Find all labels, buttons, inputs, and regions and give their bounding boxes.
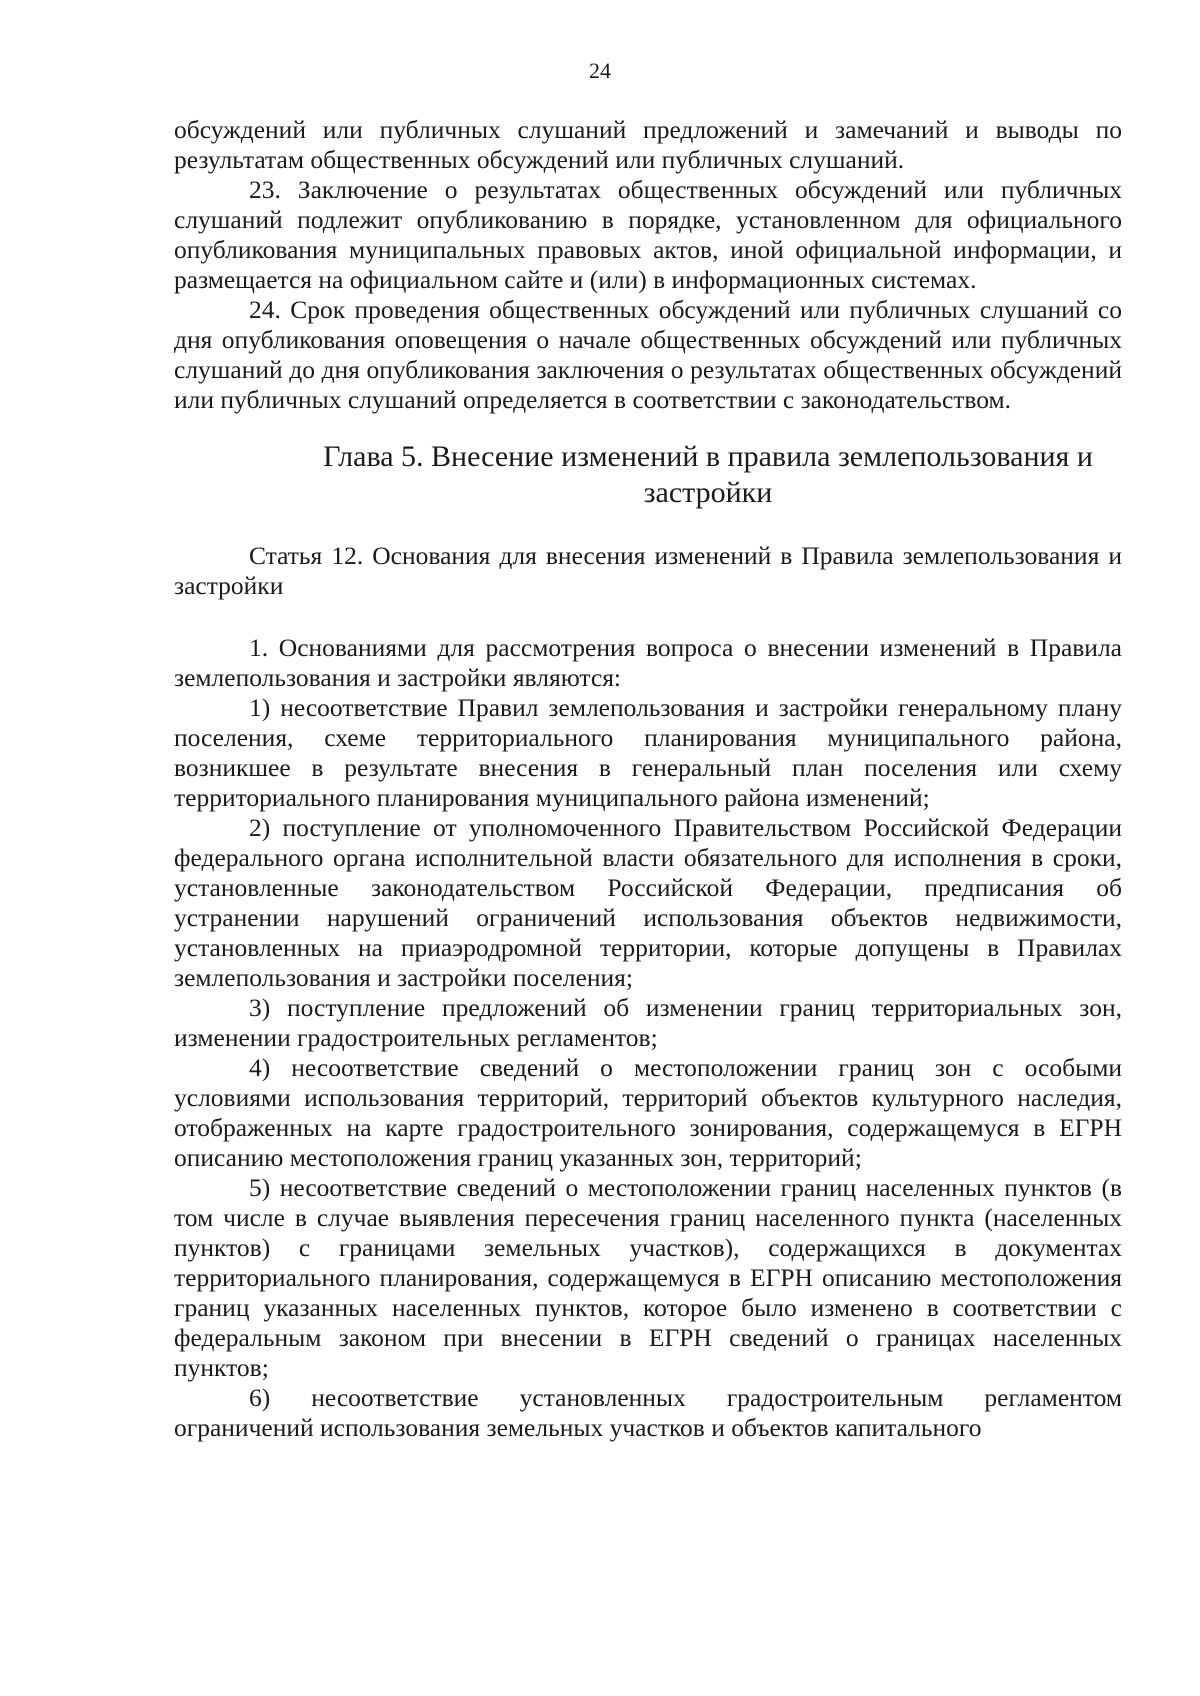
sub-item-1: 1) несоответствие Правил землепользования и застройки генеральному плану поселения, схеме территориального планирования муниципального района, возникшее в результате внесения в генеральный план поселения или схему территориального планирования муниципального района изменений; (174, 693, 1122, 812)
sub-item-5: 5) несоответствие сведений о местоположении границ населенных пунктов (в том числе в случае выявления пересечения границ населенного пункта (населенных пунктов) с границами земельных участков), содержащихся в документах территориального планирования, содержащемуся в ЕГРН описанию местоположения границ указанных населенных пунктов, которое было изменено в соответствии с федеральным законом при внесении в ЕГРН сведений о границах населенных пунктов; (174, 1173, 1122, 1382)
item-1: 1. Основаниями для рассмотрения вопроса о внесении изменений в Правила землепользования и застройки являются: (174, 633, 1122, 692)
page-number: 24 (589, 58, 611, 83)
intro-paragraph: обсуждений или публичных слушаний предложений и замечаний и выводы по результатам общественных обсуждений или публичных слушаний. (174, 115, 1122, 174)
sub-item-6: 6) несоответствие установленных градостроительным регламентом ограничений использования земельных участков и объектов капитального (174, 1383, 1122, 1442)
sub-item-2: 2) поступление от уполномоченного Правительством Российской Федерации федерального органа исполнительной власти обязательного для исполнения в сроки, установленные законодательством Российской Федерации, предписания об устранении нарушений ограничений использования объектов недвижимости, установленных на приаэродромной территории, которые допущены в Правилах землепользования и застройки поселения; (174, 813, 1122, 992)
document-body (174, 115, 1122, 1443)
clause-24: 24. Срок проведения общественных обсуждений или публичных слушаний со дня опубликования оповещения о начале общественных обсуждений или публичных слушаний до дня опубликования заключения о результатах общественных обсуждений или публичных слушаний определяется в соответствии с законодательством. (174, 295, 1122, 414)
chapter-title: Глава 5. Внесение изменений в правила землепользования и застройки (323, 440, 1093, 509)
sub-item-4: 4) несоответствие сведений о местоположении границ зон с особыми условиями использования территорий, территорий объектов культурного наследия, отображенных на карте градостроительного зонирования, содержащемуся в ЕГРН описанию местоположения границ указанных зон, территорий; (174, 1053, 1122, 1172)
clause-23: 23. Заключение о результатах общественных обсуждений или публичных слушаний подлежит опубликованию в порядке, установленном для официального опубликования муниципальных правовых актов, иной официальной информации, и размещается на официальном сайте и (или) в информационных системах. (174, 175, 1122, 294)
sub-item-3: 3) поступление предложений об изменении границ территориальных зон, изменении градостроительных регламентов; (174, 993, 1122, 1052)
article-title: Статья 12. Основания для внесения изменений в Правила землепользования и застройки (174, 541, 1122, 600)
